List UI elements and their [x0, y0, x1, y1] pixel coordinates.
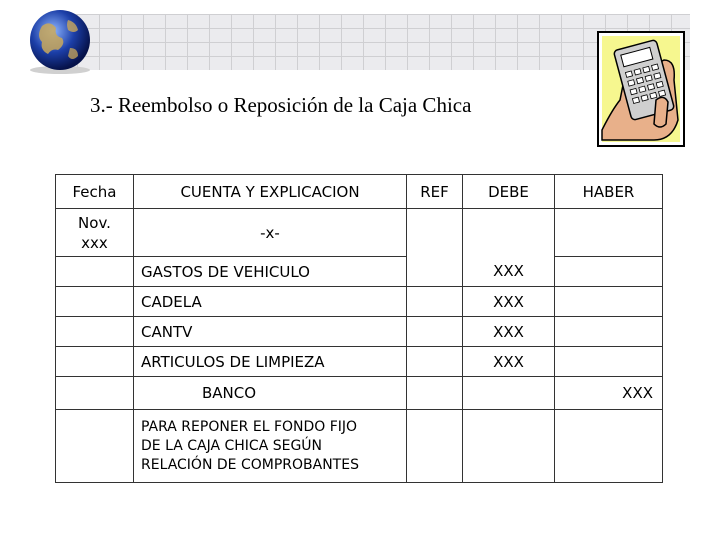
debe-value: XXX	[463, 257, 555, 287]
header-debe: DEBE	[463, 175, 555, 209]
globe-icon	[20, 8, 100, 74]
account-name: CANTV	[134, 317, 407, 347]
header-cuenta: CUENTA Y EXPLICACION	[134, 175, 407, 209]
table-row	[56, 410, 663, 483]
explanation-cell	[134, 410, 407, 483]
header-fecha: Fecha	[56, 175, 134, 209]
credit-account: BANCO	[134, 377, 407, 410]
date-month: Nov.	[78, 213, 111, 232]
calculator-hand-icon	[596, 30, 686, 148]
debe-value: XXX	[463, 287, 555, 317]
table-row	[56, 317, 663, 347]
header-ref: REF	[407, 175, 463, 209]
page-title: 3.- Reembolso o Reposición de la Caja Chica	[90, 93, 472, 117]
debe-value: XXX	[463, 347, 555, 377]
journal-table	[55, 174, 663, 483]
date-cell	[56, 209, 134, 257]
debe-value: XXX	[463, 317, 555, 347]
haber-value: XXX	[555, 377, 663, 410]
header-haber: HABER	[555, 175, 663, 209]
explanation-line: PARA REPONER EL FONDO FIJO	[141, 418, 358, 435]
account-name: ARTICULOS DE LIMPIEZA	[134, 347, 407, 377]
table-row	[56, 257, 663, 287]
table-row	[56, 209, 663, 257]
account-name: GASTOS DE VEHICULO	[134, 257, 407, 287]
explanation-line: RELACIÓN DE COMPROBANTES	[141, 456, 359, 473]
header-row	[56, 175, 663, 209]
entry-marker: -x-	[134, 209, 407, 257]
explanation-line: DE LA CAJA CHICA SEGÚN	[141, 437, 323, 454]
table-row	[56, 377, 663, 410]
account-name: CADELA	[134, 287, 407, 317]
table-row	[56, 287, 663, 317]
date-day: xxx	[81, 233, 108, 252]
table-row	[56, 347, 663, 377]
